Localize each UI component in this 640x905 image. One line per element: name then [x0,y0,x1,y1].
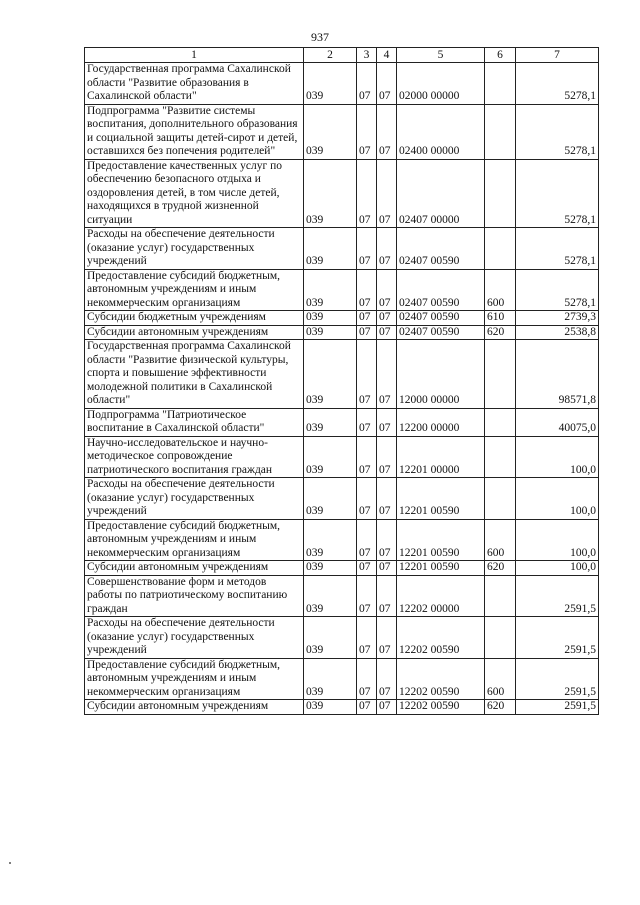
section-code-cell: 07 [357,617,377,659]
header-cell: 3 [357,48,377,63]
ministry-code-cell: 039 [304,325,357,340]
target-article-cell: 12200 00000 [397,408,485,436]
subsection-code-cell: 07 [377,617,397,659]
section-code-cell: 07 [357,478,377,520]
target-article-cell: 12000 00000 [397,340,485,409]
expense-type-cell: 600 [485,658,516,700]
header-cell: 4 [377,48,397,63]
header-cell: 1 [85,48,304,63]
table-row [85,575,599,617]
target-article-cell: 02407 00590 [397,311,485,326]
subsection-code-cell: 07 [377,228,397,270]
amount-cell: 2591,5 [516,617,599,659]
ministry-code-cell: 039 [304,104,357,159]
section-code-cell: 07 [357,228,377,270]
subsection-code-cell: 07 [377,311,397,326]
expense-type-cell [485,340,516,409]
table-row [85,436,599,478]
subsection-code-cell: 07 [377,436,397,478]
row-name-cell: Подпрограмма "Патриотическое воспитание в Сахалинской области" [85,408,304,436]
subsection-code-cell: 07 [377,700,397,715]
row-name-cell: Научно-исследовательское и научно-методическое сопровождение патриотического воспитания граждан [85,436,304,478]
target-article-cell: 02407 00000 [397,159,485,228]
amount-cell: 5278,1 [516,228,599,270]
ministry-code-cell: 039 [304,340,357,409]
subsection-code-cell: 07 [377,325,397,340]
target-article-cell: 02000 00000 [397,63,485,105]
table-row [85,159,599,228]
expense-type-cell: 600 [485,269,516,311]
subsection-code-cell: 07 [377,519,397,561]
target-article-cell: 12201 00590 [397,561,485,576]
subsection-code-cell: 07 [377,478,397,520]
amount-cell: 5278,1 [516,269,599,311]
row-name-cell: Субсидии автономным учреждениям [85,561,304,576]
table-row [85,408,599,436]
amount-cell: 5278,1 [516,159,599,228]
amount-cell: 98571,8 [516,340,599,409]
row-name-cell: Государственная программа Сахалинской области "Развитие физической культуры, спорта и повышение эффективности молодежной политики в Сахалинской области" [85,340,304,409]
table-row [85,269,599,311]
expense-type-cell [485,478,516,520]
amount-cell: 2538,8 [516,325,599,340]
header-cell: 5 [397,48,485,63]
section-code-cell: 07 [357,408,377,436]
row-name-cell: Расходы на обеспечение деятельности (оказание услуг) государственных учреждений [85,228,304,270]
ministry-code-cell: 039 [304,519,357,561]
expense-type-cell [485,436,516,478]
expense-type-cell [485,63,516,105]
header-cell: 2 [304,48,357,63]
subsection-code-cell: 07 [377,658,397,700]
section-code-cell: 07 [357,104,377,159]
ministry-code-cell: 039 [304,478,357,520]
table-row [85,104,599,159]
page-number: 937 [311,30,329,44]
section-code-cell: 07 [357,340,377,409]
ministry-code-cell: 039 [304,575,357,617]
row-name-cell: Субсидии автономным учреждениям [85,325,304,340]
section-code-cell: 07 [357,159,377,228]
amount-cell: 100,0 [516,519,599,561]
target-article-cell: 12201 00590 [397,478,485,520]
section-code-cell: 07 [357,63,377,105]
ministry-code-cell: 039 [304,408,357,436]
expense-type-cell: 620 [485,561,516,576]
row-name-cell: Субсидии бюджетным учреждениям [85,311,304,326]
table-row [85,228,599,270]
amount-cell: 100,0 [516,436,599,478]
ministry-code-cell: 039 [304,63,357,105]
ministry-code-cell: 039 [304,159,357,228]
row-name-cell: Предоставление качественных услуг по обеспечению безопасного отдыха и оздоровления детей, в том числе детей, находящихся в трудной жизненной ситуации [85,159,304,228]
section-code-cell: 07 [357,519,377,561]
row-name-cell: Субсидии автономным учреждениям [85,700,304,715]
subsection-code-cell: 07 [377,269,397,311]
expense-type-cell: 600 [485,519,516,561]
ministry-code-cell: 039 [304,561,357,576]
target-article-cell: 02407 00590 [397,228,485,270]
amount-cell: 2591,5 [516,575,599,617]
ministry-code-cell: 039 [304,700,357,715]
expense-type-cell [485,104,516,159]
section-code-cell: 07 [357,269,377,311]
table-body [85,63,599,715]
section-code-cell: 07 [357,700,377,715]
target-article-cell: 12202 00590 [397,617,485,659]
expense-type-cell [485,159,516,228]
target-article-cell: 12201 00590 [397,519,485,561]
row-name-cell: Предоставление субсидий бюджетным, автономным учреждениям и иным некоммерческим организациям [85,269,304,311]
section-code-cell: 07 [357,436,377,478]
row-name-cell: Расходы на обеспечение деятельности (оказание услуг) государственных учреждений [85,617,304,659]
scan-speck [9,862,11,864]
row-name-cell: Предоставление субсидий бюджетным, автономным учреждениям и иным некоммерческим организациям [85,519,304,561]
target-article-cell: 12202 00000 [397,575,485,617]
table-row [85,519,599,561]
target-article-cell: 02407 00590 [397,325,485,340]
expense-type-cell: 620 [485,325,516,340]
header-cell: 6 [485,48,516,63]
expense-type-cell [485,228,516,270]
target-article-cell: 12202 00590 [397,658,485,700]
subsection-code-cell: 07 [377,408,397,436]
row-name-cell: Подпрограмма "Развитие системы воспитания, дополнительного образования и социальной защиты детей-сирот и детей, оставшихся без попечения родителей" [85,104,304,159]
ministry-code-cell: 039 [304,658,357,700]
target-article-cell: 02407 00590 [397,269,485,311]
row-name-cell: Предоставление субсидий бюджетным, автономным учреждениям и иным некоммерческим организациям [85,658,304,700]
subsection-code-cell: 07 [377,104,397,159]
ministry-code-cell: 039 [304,311,357,326]
target-article-cell: 12201 00000 [397,436,485,478]
section-code-cell: 07 [357,325,377,340]
budget-table [84,47,599,715]
header-cell: 7 [516,48,599,63]
expense-type-cell [485,617,516,659]
section-code-cell: 07 [357,311,377,326]
table-row [85,325,599,340]
ministry-code-cell: 039 [304,436,357,478]
section-code-cell: 07 [357,575,377,617]
amount-cell: 100,0 [516,561,599,576]
table-row [85,700,599,715]
expense-type-cell [485,575,516,617]
subsection-code-cell: 07 [377,575,397,617]
amount-cell: 100,0 [516,478,599,520]
row-name-cell: Государственная программа Сахалинской области "Развитие образования в Сахалинской области" [85,63,304,105]
subsection-code-cell: 07 [377,340,397,409]
table-row [85,340,599,409]
header-row [85,48,599,63]
section-code-cell: 07 [357,561,377,576]
ministry-code-cell: 039 [304,228,357,270]
amount-cell: 2739,3 [516,311,599,326]
amount-cell: 40075,0 [516,408,599,436]
ministry-code-cell: 039 [304,617,357,659]
amount-cell: 5278,1 [516,63,599,105]
expense-type-cell [485,408,516,436]
row-name-cell: Расходы на обеспечение деятельности (оказание услуг) государственных учреждений [85,478,304,520]
subsection-code-cell: 07 [377,63,397,105]
table-row [85,617,599,659]
expense-type-cell: 610 [485,311,516,326]
table-row [85,478,599,520]
row-name-cell: Совершенствование форм и методов работы по патриотическому воспитанию граждан [85,575,304,617]
table-row [85,311,599,326]
expense-type-cell: 620 [485,700,516,715]
ministry-code-cell: 039 [304,269,357,311]
table-row [85,561,599,576]
subsection-code-cell: 07 [377,159,397,228]
section-code-cell: 07 [357,658,377,700]
subsection-code-cell: 07 [377,561,397,576]
amount-cell: 2591,5 [516,658,599,700]
amount-cell: 2591,5 [516,700,599,715]
amount-cell: 5278,1 [516,104,599,159]
table-row [85,658,599,700]
target-article-cell: 02400 00000 [397,104,485,159]
table-row [85,63,599,105]
target-article-cell: 12202 00590 [397,700,485,715]
